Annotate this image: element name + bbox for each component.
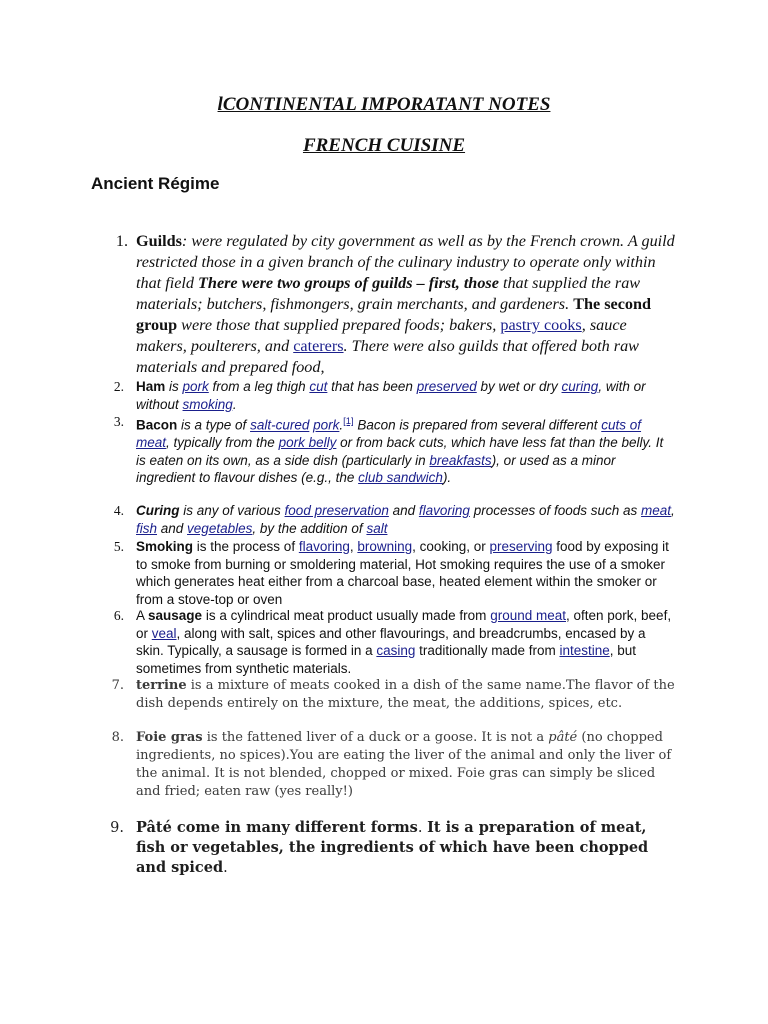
- list-item-number: 8.: [111, 730, 124, 745]
- text-run: , typically from the: [166, 435, 279, 451]
- text-run: is the process of: [193, 539, 299, 554]
- inline-link[interactable]: caterers: [293, 337, 344, 355]
- text-run: pâté: [548, 730, 578, 745]
- list-item-text: [136, 729, 681, 801]
- bold-term: Pâté: [136, 819, 172, 836]
- list-item-number: 9.: [110, 820, 124, 836]
- bold-term: It is a preparation of meat, fish or vegetables, the ingredients of which have been chopped and spiced: [136, 819, 649, 876]
- text-run: ,: [349, 539, 358, 554]
- text-run: and: [388, 503, 419, 518]
- inline-link[interactable]: meat: [641, 503, 672, 518]
- text-run: and: [157, 520, 188, 536]
- bold-term: The second group: [136, 295, 652, 334]
- inline-link[interactable]: pork: [182, 379, 209, 394]
- inline-link[interactable]: browning: [357, 539, 413, 554]
- bold-term: sausage: [148, 608, 203, 623]
- inline-link[interactable]: flavoring: [298, 539, 350, 554]
- inline-link[interactable]: pork belly: [278, 435, 337, 451]
- text-run: ,: [671, 503, 675, 518]
- text-run: from a leg thigh: [208, 379, 310, 394]
- bold-term: Foie gras: [136, 730, 203, 745]
- text-run: , sauce makers, poulterers, and: [136, 316, 627, 355]
- text-run: (no chopped ingredients, no spices).You are eating the liver of the animal and only the liver of the animal. It is not blended, chopped or mixed. Foie gras can simply be sliced and fried; eaten raw (yes really!): [136, 730, 672, 799]
- inline-link[interactable]: food preservation: [284, 503, 389, 518]
- text-run: A: [136, 608, 149, 623]
- text-run: .: [339, 417, 344, 433]
- list-item-text: [136, 538, 676, 608]
- list-item-text: [136, 502, 676, 537]
- bold-term: There were two groups of guilds – first, those: [198, 274, 499, 292]
- inline-link[interactable]: smoking: [182, 396, 233, 412]
- text-run: is a type of: [177, 417, 251, 433]
- inline-link[interactable]: veal: [151, 625, 177, 641]
- list-item-number: 5.: [113, 539, 124, 554]
- text-run: , by the addition of: [252, 520, 367, 536]
- list-item-number: 7.: [111, 678, 124, 693]
- text-run: is a mixture of meats cooked in a dish of the same name.The flavor of the dish depends entirely on the mixture, the meat, the additions, spices, etc.: [136, 678, 675, 711]
- bold-term: Curing: [136, 503, 180, 518]
- inline-link[interactable]: breakfasts: [429, 452, 492, 468]
- inline-link[interactable]: casing: [376, 643, 416, 659]
- bold-term: Guilds: [136, 232, 182, 250]
- inline-link[interactable]: intestine: [559, 643, 610, 659]
- text-run: , along with salt, spices and other flavourings, and breadcrumbs, encased by a skin. Typically, a sausage is formed in a: [136, 625, 646, 659]
- text-run: ), or used as a minor ingredient to flavour dishes (e.g., the: [136, 452, 616, 486]
- citation-link[interactable]: [1]: [343, 416, 354, 427]
- list-item-text: [136, 231, 681, 378]
- document-subtitle: FRENCH CUISINE: [302, 135, 466, 156]
- text-run: that supplied the raw materials; butchers, fishmongers, grain merchants, and gardeners.: [136, 274, 641, 313]
- inline-link[interactable]: pork: [313, 417, 340, 433]
- bold-term: come in many different forms: [171, 819, 418, 836]
- bold-term: terrine: [136, 678, 187, 693]
- section-heading: Ancient Régime: [91, 174, 220, 193]
- text-run: .: [232, 396, 237, 412]
- inline-link[interactable]: flavoring: [418, 503, 470, 518]
- list-item-number: 4.: [113, 503, 124, 518]
- text-run: or from back cuts, which have less fat than the belly. It is eaten on its own, as a side dish (particularly in: [136, 435, 664, 468]
- text-run: traditionally made from: [415, 643, 560, 659]
- text-run: is: [165, 379, 183, 394]
- bold-term: Smoking: [136, 539, 194, 554]
- text-run: , cooking, or: [412, 539, 490, 554]
- text-run: : were regulated by city government as well as by the French crown. A guild restricted those in a given branch of the culinary industry to operate only within that field: [136, 232, 675, 292]
- inline-link[interactable]: curing: [561, 379, 599, 394]
- text-run: , often pork, beef, or: [136, 608, 672, 641]
- inline-link[interactable]: cuts of meat: [136, 417, 642, 451]
- text-run: Bacon is prepared from several different: [353, 417, 602, 433]
- document-title: lCONTINENTAL IMPORATANT NOTES: [217, 94, 551, 115]
- text-run: food by exposing it to smoke from burning or smoldering material, Hot smoking requires the use of a smoker which generates heat either from a charcoal base, heated element within the smoker or from a stove-top or oven: [136, 539, 669, 607]
- text-run: were those that supplied prepared foods; bakers,: [177, 316, 501, 334]
- list-item-number: 1.: [115, 232, 128, 250]
- text-run: by wet or dry: [476, 379, 562, 394]
- inline-link[interactable]: preserved: [416, 379, 477, 394]
- text-run: is any of various: [179, 503, 285, 518]
- text-run: , with or without: [136, 379, 646, 412]
- list-item-text: [136, 378, 676, 413]
- inline-link[interactable]: preserving: [489, 539, 553, 554]
- inline-link[interactable]: vegetables: [187, 520, 253, 536]
- inline-link[interactable]: ground meat: [490, 608, 566, 623]
- text-run: that has been: [327, 379, 417, 394]
- text-run: ).: [442, 470, 452, 486]
- text-run: is a cylindrical meat product usually made from: [202, 608, 491, 623]
- text-run: , but sometimes from synthetic materials.: [136, 643, 637, 676]
- list-item-number: 2.: [113, 379, 124, 394]
- text-run: .: [417, 820, 428, 836]
- inline-link[interactable]: pastry cooks: [500, 316, 582, 334]
- list-item-number: 6.: [113, 608, 124, 623]
- text-run: processes of foods such as: [469, 503, 642, 518]
- text-run: . There were also guilds that offered both raw materials and prepared food,: [136, 337, 639, 376]
- list-item-text: [136, 677, 681, 713]
- text-run: is the fattened liver of a duck or a goose. It is not a: [202, 730, 549, 745]
- list-item-text: [136, 607, 676, 677]
- inline-link[interactable]: fish: [136, 520, 158, 536]
- list-item-text: [136, 413, 676, 487]
- inline-link[interactable]: salt-cured: [250, 417, 310, 433]
- list-item-text: [136, 818, 656, 878]
- bold-term: Bacon: [136, 417, 178, 433]
- bold-term: Ham: [136, 379, 166, 394]
- list-item-number: 3.: [113, 414, 124, 429]
- text-run: .: [223, 860, 228, 876]
- inline-link[interactable]: cut: [309, 379, 328, 394]
- inline-link[interactable]: salt: [366, 520, 388, 536]
- inline-link[interactable]: club sandwich: [358, 470, 443, 486]
